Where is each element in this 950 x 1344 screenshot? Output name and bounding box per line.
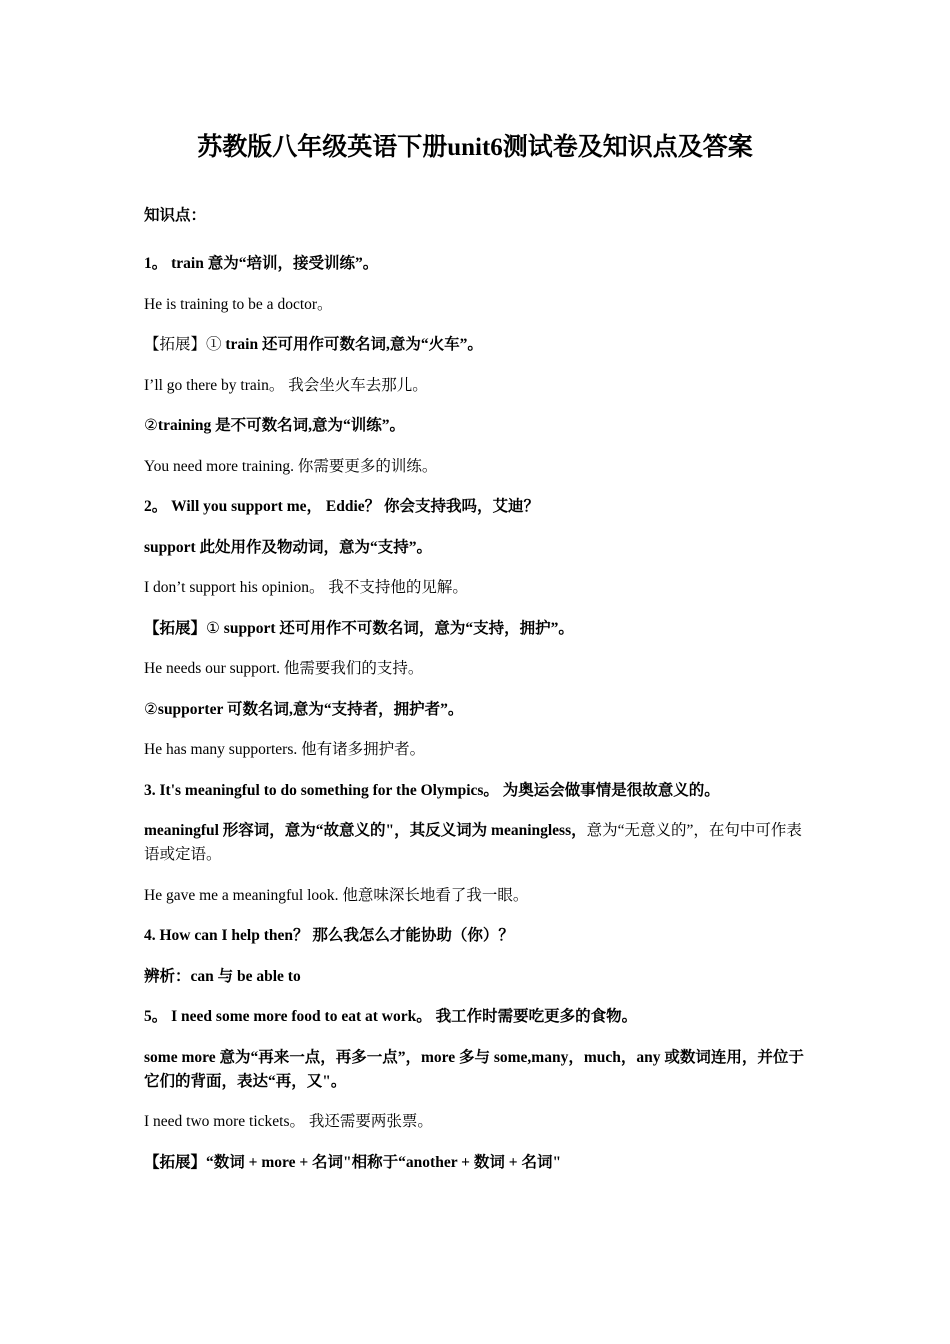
paragraph (144, 576, 812, 600)
paragraph (144, 1005, 812, 1029)
text-run: support 还可用作不可数名词，意为“支持，拥护”。 (223, 619, 574, 637)
text-run: I don’t support his opinion。 我不支持他的见解。 (144, 579, 468, 596)
text-run: supporter 可数名词,意为“支持者，拥护者”。 (157, 700, 464, 718)
text-run: 辨析：can 与 be able to (144, 967, 301, 985)
paragraph (144, 965, 812, 989)
paragraph (144, 252, 812, 276)
paragraph (144, 698, 812, 722)
paragraph (144, 819, 812, 867)
paragraph (144, 1110, 812, 1134)
text-run: He is training to be a doctor。 (144, 295, 333, 313)
text-run: I’ll go there by train。 我会坐火车去那儿。 (144, 376, 428, 394)
paragraph (144, 657, 812, 681)
text-run: You need more training. 你需要更多的训练。 (144, 457, 438, 475)
text-run: 【拓展】“数词 + more + 名词"相称于“another + 数词 + 名词" (144, 1153, 562, 1171)
text-run: some more 意为“再来一点，再多一点”，more 多与 some,many，much，any 或数词连用，并位于它们的背面，表达“再，又"。 (144, 1048, 804, 1090)
text-run: 3. It's meaningful to do something for the Olympics。 为奥运会做事情是很故意义的。 (144, 781, 720, 799)
paragraph (144, 924, 812, 948)
document-body (144, 204, 812, 1191)
section-heading: 知识点： (144, 207, 207, 224)
text-run: 意为“无意义的”，在句中可作表语或定语。 (144, 822, 802, 863)
paragraph (144, 884, 812, 908)
text-run: I need two more tickets。 我还需要两张票。 (144, 1113, 433, 1130)
paragraph (144, 293, 812, 317)
text-run: ② (144, 700, 158, 718)
paragraph (144, 536, 812, 560)
text-run: He needs our support. 他需要我们的支持。 (144, 660, 424, 677)
text-run: 5。 I need some more food to eat at work。 我工作时需要吃更多的食物。 (144, 1008, 638, 1025)
text-run: 【拓展】① (144, 336, 226, 353)
text-run: 2。 Will you support me， Eddie？ 你会支持我吗，艾迪？ (144, 498, 540, 515)
paragraph (144, 1151, 812, 1175)
text-run: meaningful 形容词，意为“故意义的"，其反义词为 meaningless， (144, 822, 587, 839)
text-run: train 还可用作可数名词,意为“火车”。 (225, 336, 483, 353)
text-run: ① (206, 619, 224, 637)
text-run: He gave me a meaningful look. 他意味深长地看了我一眼。 (144, 886, 529, 904)
paragraph (144, 455, 812, 479)
paragraph (144, 617, 812, 641)
paragraph (144, 1046, 812, 1094)
paragraph (144, 738, 812, 762)
text-run: ② (144, 417, 158, 434)
text-run: training 是不可数名词,意为“训练”。 (157, 417, 406, 434)
text-run: 1。 train 意为“培训，接受训练”。 (144, 255, 379, 272)
paragraph (144, 374, 812, 398)
text-run: 4. How can I help then？ 那么我怎么才能协助（你）？ (144, 927, 514, 944)
text-run: support 此处用作及物动词，意为“支持”。 (144, 538, 433, 556)
text-run: 【拓展】 (144, 619, 207, 637)
paragraph (144, 779, 812, 803)
knowledge-points-list (144, 252, 812, 1175)
text-run: He has many supporters. 他有诸多拥护者。 (144, 741, 426, 758)
document-title: 苏教版八年级英语下册unit6测试卷及知识点及答案 (197, 134, 753, 161)
paragraph (144, 414, 812, 438)
paragraph (144, 495, 812, 519)
paragraph (144, 333, 812, 357)
